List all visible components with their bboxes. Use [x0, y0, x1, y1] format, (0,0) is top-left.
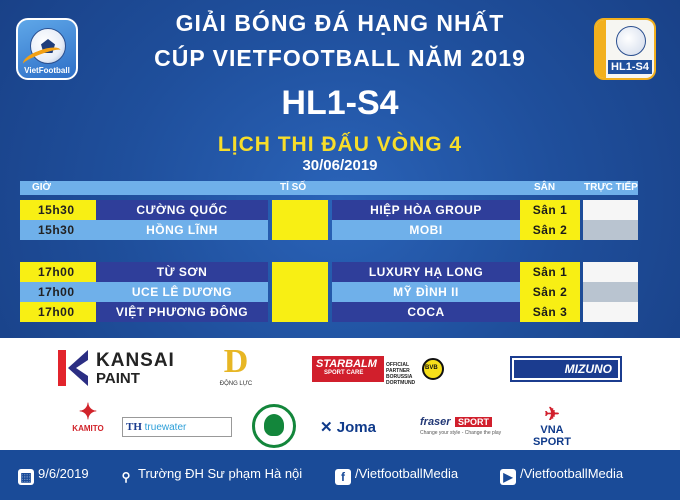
- match-score: [272, 200, 328, 220]
- club-crest-icon: [264, 414, 284, 436]
- match-time: 17h00: [20, 302, 96, 322]
- title-line-2: CÚP VIETFOOTBALL NĂM 2019: [154, 45, 526, 71]
- footer-facebook[interactable]: [335, 464, 458, 484]
- fraser-sport-logo: [420, 412, 510, 442]
- fraser-name: fraser: [420, 416, 451, 428]
- kamito-text: KAMITO: [72, 424, 104, 433]
- away-team: MOBI: [332, 220, 520, 240]
- match-field: Sân 2: [520, 282, 580, 302]
- match-row: [20, 200, 638, 220]
- starbalm-name: STARBALM: [316, 358, 377, 370]
- match-time: 17h00: [20, 262, 96, 282]
- kansai-paint: PAINT: [96, 370, 140, 387]
- home-team: VIỆT PHƯƠNG ĐÔNG: [96, 302, 268, 322]
- kansai-paint-logo: [58, 350, 198, 390]
- joma-text: Joma: [336, 419, 376, 436]
- footer-facebook-text: /VietfootballMedia: [355, 466, 459, 481]
- location-pin-icon: ⚲: [121, 470, 131, 484]
- table-header: [20, 181, 638, 195]
- bvb-panel: [384, 356, 447, 386]
- live-link[interactable]: [583, 282, 638, 302]
- dong-luc-logo: [212, 343, 260, 395]
- match-time: 15h30: [20, 220, 96, 240]
- starbalm-sport-care: SPORT CARE: [324, 370, 364, 376]
- vna-mark-icon: ✈: [544, 404, 560, 424]
- kansai-mark-icon: [58, 350, 90, 386]
- facebook-icon: f: [335, 469, 351, 485]
- match-score: [272, 302, 328, 322]
- kamito-logo: [58, 400, 118, 440]
- footer-location: [118, 464, 302, 484]
- vietfootball-logo-text: VietFootball: [24, 66, 70, 75]
- vna-sport-logo: [522, 404, 582, 448]
- home-team: UCE LÊ DƯƠNG: [96, 282, 268, 302]
- match-row: [20, 302, 638, 322]
- match-row: [20, 220, 638, 240]
- header-time: GIỜ: [32, 182, 52, 193]
- bvb-partner-text: OFFICIAL PARTNER BORUSSIA DORTMUND: [386, 362, 416, 386]
- match-score: [272, 282, 328, 302]
- away-team: HIỆP HÒA GROUP: [332, 200, 520, 220]
- away-team: MỸ ĐÌNH II: [332, 282, 520, 302]
- footer-date: [18, 464, 89, 484]
- joma-logo: [320, 418, 400, 438]
- away-team: COCA: [332, 302, 520, 322]
- header-field: SÂN: [534, 182, 556, 193]
- footer-date-text: 9/6/2019: [38, 466, 89, 481]
- match-row: [20, 262, 638, 282]
- hl1-s4-logo-text: HL1-S4: [608, 60, 652, 74]
- footer-youtube-text: /VietfootballMedia: [520, 466, 624, 481]
- bvb-crest-text: BVB: [425, 365, 438, 371]
- match-field: Sân 3: [520, 302, 580, 322]
- live-link[interactable]: [583, 262, 638, 282]
- footer-location-text: Trường ĐH Sư phạm Hà nội: [138, 466, 303, 481]
- match-score: [272, 262, 328, 282]
- header-live: TRỰC TIẾP: [584, 182, 638, 193]
- live-link[interactable]: [583, 220, 638, 240]
- match-score: [272, 220, 328, 240]
- tournament-code: HL1-S4: [281, 84, 399, 122]
- header-score: TỈ SỐ: [280, 182, 307, 193]
- calendar-icon: ▦: [18, 469, 34, 485]
- fraser-tagline: Change your style - Change the play: [420, 430, 502, 436]
- club-crest-logo: [252, 404, 296, 448]
- match-field: Sân 2: [520, 220, 580, 240]
- home-team: HỒNG LĨNH: [96, 220, 268, 240]
- match-row: [20, 282, 638, 302]
- th-prefix: TH: [126, 421, 142, 433]
- schedule-date: 30/06/2019: [302, 157, 378, 174]
- match-field: Sân 1: [520, 262, 580, 282]
- vna-text: VNA SPORT: [533, 424, 571, 448]
- fraser-badge: SPORT: [455, 417, 492, 427]
- kansai-name: KANSAI: [96, 350, 175, 371]
- home-team: CƯỜNG QUỐC: [96, 200, 268, 220]
- mizuno-text: MIZUNO: [514, 360, 618, 378]
- kamito-mark-icon: ✦: [78, 399, 98, 424]
- match-field: Sân 1: [520, 200, 580, 220]
- schedule-subtitle: LỊCH THI ĐẤU VÒNG 4: [217, 133, 463, 156]
- mizuno-logo: [510, 356, 622, 382]
- th-truewater-logo: [122, 417, 232, 437]
- dong-luc-mark: D: [223, 343, 249, 380]
- home-team: TỪ SƠN: [96, 262, 268, 282]
- match-time: 15h30: [20, 200, 96, 220]
- away-team: LUXURY HẠ LONG: [332, 262, 520, 282]
- live-link[interactable]: [583, 302, 638, 322]
- live-link[interactable]: [583, 200, 638, 220]
- bvb-crest-icon: [422, 358, 444, 380]
- title-line-1: GIẢI BÓNG ĐÁ HẠNG NHẤT: [175, 10, 505, 36]
- footer-bar: [0, 450, 680, 500]
- match-time: 17h00: [20, 282, 96, 302]
- footer-youtube[interactable]: [500, 464, 623, 484]
- joma-mark-icon: ✕: [320, 419, 337, 436]
- starbalm-logo: [312, 356, 447, 386]
- dong-luc-text: ĐỘNG LỰC: [219, 381, 253, 387]
- th-suffix: truewater: [144, 422, 187, 433]
- youtube-icon: ▶: [500, 469, 516, 485]
